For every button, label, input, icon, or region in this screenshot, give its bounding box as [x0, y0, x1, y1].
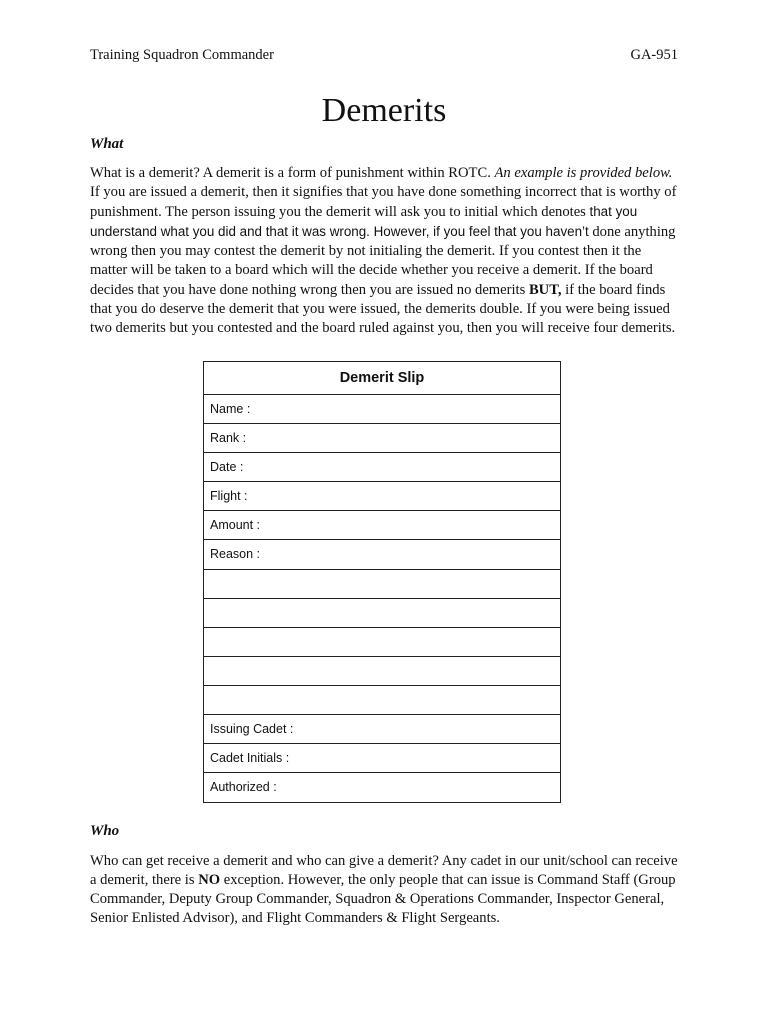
page-title: Demerits	[321, 92, 447, 129]
what-text-1: What is a demerit? A demerit is a form of punishment within ROTC.	[90, 165, 495, 181]
slip-row: Authorized :	[210, 780, 277, 795]
what-text-2: If you are issued a demerit, then it signifies that you have done something incorrect that is worthy of punishment. The person issuing you the demerit will ask you to initial which denotes	[90, 184, 677, 221]
demerit-slip	[203, 361, 561, 803]
slip-row: Name :	[204, 395, 560, 424]
who-text-2: exception. However, the only people that can issue is Command Staff (Group Commander, Deputy Group Commander, Squadron & Operations Commander, Inspector General, Senior Enlisted Advisor), and Flight Commanders & Flight Sergeants.	[90, 872, 676, 927]
slip-row	[204, 599, 560, 628]
slip-row: Reason :	[204, 540, 560, 569]
what-paragraph	[90, 164, 680, 338]
slip-row: Issuing Cadet :	[204, 715, 560, 744]
slip-row: Date :	[204, 453, 560, 482]
slip-row	[204, 686, 560, 715]
what-text-4: done anything wrong then you may contest the demerit by not initialing the demerit. If you contest then it the matter will be taken to a board which will the decide whether you receive a demerit. If the board decides that you have done nothing wrong then you are issued no demerits	[90, 224, 676, 298]
who-paragraph	[90, 852, 680, 928]
slip-row: Amount :	[204, 511, 560, 540]
what-text-3: that you understand what you did and that it was wrong. However, if you feel that you haven’t	[90, 204, 638, 240]
slip-rows	[204, 395, 560, 802]
header-left: Training Squadron Commander	[90, 47, 274, 63]
header-right: GA-951	[630, 47, 678, 63]
slip-row: Flight :	[204, 482, 560, 511]
slip-row	[204, 628, 560, 657]
slip-row	[204, 657, 560, 686]
slip-title: Demerit Slip	[204, 362, 560, 395]
slip-row: Cadet Initials :	[204, 744, 560, 773]
who-heading: Who	[90, 823, 120, 839]
who-no: NO	[198, 872, 221, 889]
what-but: BUT,	[528, 281, 562, 298]
what-text-5: if the board finds that you do deserve the demerit that you were issued, the demerits double. If you were being issued two demerits but you contested and the board ruled against you, then you will receive four demerits.	[90, 281, 676, 336]
what-heading: What	[90, 136, 124, 152]
what-example-note: An example is provided below.	[494, 165, 673, 181]
slip-row	[204, 570, 560, 599]
who-text-1: Who can get receive a demerit and who can give a demerit? Any cadet in our unit/school can receive a demerit, there is	[90, 853, 678, 889]
slip-row: Rank :	[204, 424, 560, 453]
